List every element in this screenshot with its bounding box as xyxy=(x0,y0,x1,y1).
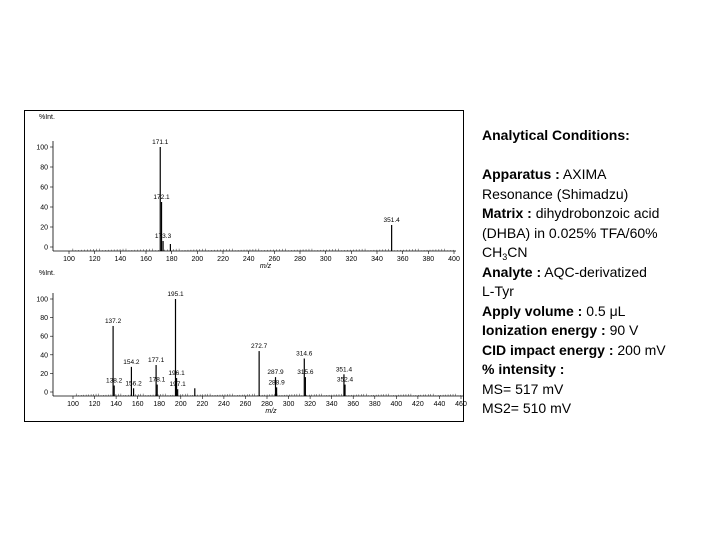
analyte-value-cont: L-Tyr xyxy=(482,283,514,299)
x-tick-label: 160 xyxy=(140,256,152,263)
apply-volume-line xyxy=(482,302,714,322)
cid-line xyxy=(482,341,714,361)
peak-label: 173.3 xyxy=(154,233,172,240)
ionization-label: Ionization energy : xyxy=(482,322,606,338)
peak-label: 178.1 xyxy=(149,376,166,384)
cid-label: CID impact energy : xyxy=(482,341,614,358)
peak-label: 351.4 xyxy=(335,366,353,374)
y-tick-label: 20 xyxy=(40,370,48,378)
x-tick-label: 280 xyxy=(294,256,306,263)
peak-label: 315.6 xyxy=(297,369,314,377)
ionization-line xyxy=(482,321,714,341)
x-tick-label: 220 xyxy=(196,401,209,408)
x-tick-label: 400 xyxy=(390,401,403,408)
peak-label: 351.4 xyxy=(383,217,400,224)
x-tick-label: 400 xyxy=(448,256,460,263)
x-tick-label: 120 xyxy=(88,401,101,408)
x-tick-label: 240 xyxy=(242,256,255,263)
cid-value: 200 mV xyxy=(617,341,666,358)
peak-label: 177.1 xyxy=(147,357,165,365)
peak-label: 314.6 xyxy=(296,350,313,358)
matrix-value-cont: (DHBA) in 0.025% TFA/60% xyxy=(482,224,658,241)
apply-volume-label: Apply volume : xyxy=(482,302,583,319)
peak-label: 195.1 xyxy=(167,291,184,298)
peak-label: 288.9 xyxy=(268,379,285,387)
x-tick-label: 260 xyxy=(239,401,252,408)
x-axis-title: m/z xyxy=(265,408,277,415)
y-axis-title: %Int. xyxy=(39,114,55,121)
x-tick-label: 440 xyxy=(433,401,446,408)
ionization-value: 90 V xyxy=(609,322,639,338)
analyte-label: Analyte : xyxy=(482,263,542,280)
y-tick-label: 100 xyxy=(36,296,48,304)
x-tick-label: 180 xyxy=(153,401,166,408)
analytical-conditions-panel xyxy=(482,126,714,419)
peak-label: 171.1 xyxy=(152,139,169,146)
y-tick-label: 60 xyxy=(40,184,48,192)
x-tick-label: 100 xyxy=(67,401,79,408)
x-tick-label: 360 xyxy=(347,401,360,408)
x-tick-label: 360 xyxy=(396,256,409,263)
peak-label: 156.2 xyxy=(125,380,142,388)
conditions-spacer xyxy=(482,146,714,166)
x-tick-label: 180 xyxy=(165,256,178,263)
peak-label: 138.2 xyxy=(106,377,123,385)
x-tick-label: 320 xyxy=(345,256,358,263)
apply-volume-value: 0.5 μL xyxy=(586,302,626,319)
x-axis-title: m/z xyxy=(259,263,272,270)
intensity-label: % intensity : xyxy=(482,361,565,377)
formula-part-a: CH xyxy=(482,244,503,260)
ms2-value: MS2= 510 mV xyxy=(482,400,572,416)
x-tick-label: 200 xyxy=(191,256,204,263)
y-tick-label: 80 xyxy=(40,315,48,323)
x-tick-label: 220 xyxy=(217,256,229,263)
y-tick-label: 0 xyxy=(44,244,48,252)
analyte-line xyxy=(482,263,714,283)
mass-spectra-figure xyxy=(24,110,467,422)
x-tick-label: 240 xyxy=(218,401,230,408)
spectra-svg xyxy=(25,111,465,423)
x-tick-label: 320 xyxy=(304,401,316,408)
y-tick-label: 100 xyxy=(36,144,48,152)
x-tick-label: 280 xyxy=(261,401,273,408)
x-tick-label: 140 xyxy=(114,256,127,263)
apparatus-label: Apparatus : xyxy=(482,166,560,182)
analyte-value: AQC-derivatized xyxy=(544,263,647,280)
x-tick-label: 300 xyxy=(282,401,295,408)
x-tick-label: 120 xyxy=(88,256,101,263)
peak-label: 196.1 xyxy=(168,370,185,378)
matrix-line xyxy=(482,204,714,224)
y-tick-label: 60 xyxy=(40,333,48,341)
x-tick-label: 260 xyxy=(268,256,281,263)
matrix-value-formula xyxy=(482,243,714,263)
x-tick-label: 340 xyxy=(371,256,383,263)
x-tick-label: 160 xyxy=(131,401,144,408)
y-tick-label: 80 xyxy=(40,164,48,172)
apparatus-value: AXIMA xyxy=(562,166,607,182)
x-tick-label: 100 xyxy=(63,256,75,263)
x-tick-label: 140 xyxy=(110,401,122,408)
apparatus-line xyxy=(482,165,714,185)
y-tick-label: 40 xyxy=(40,352,48,360)
y-tick-label: 40 xyxy=(40,204,48,212)
peak-label: 352.4 xyxy=(336,376,354,384)
x-tick-label: 460 xyxy=(455,401,467,408)
conditions-heading: Analytical Conditions: xyxy=(482,127,630,143)
formula-subscript: 3 xyxy=(502,252,508,262)
y-axis-title: %Int. xyxy=(39,270,55,277)
x-tick-label: 420 xyxy=(412,401,424,408)
peak-label: 137.2 xyxy=(104,317,122,325)
y-tick-label: 20 xyxy=(40,224,48,232)
x-tick-label: 200 xyxy=(174,401,187,408)
peak-label: 197.1 xyxy=(169,381,186,389)
peak-label: 154.2 xyxy=(123,358,140,366)
formula-part-b: CN xyxy=(507,244,528,260)
matrix-value: dihydrobonzoic acid xyxy=(535,205,660,221)
x-tick-label: 340 xyxy=(325,401,338,408)
y-tick-label: 0 xyxy=(44,389,48,397)
x-tick-label: 300 xyxy=(319,256,332,263)
matrix-label: Matrix : xyxy=(482,205,532,221)
peak-label: 287.9 xyxy=(267,369,284,377)
x-tick-label: 380 xyxy=(422,256,435,263)
peak-label: 272.7 xyxy=(250,343,268,351)
peak-label: 172.1 xyxy=(153,194,170,201)
apparatus-value-cont: Resonance (Shimadzu) xyxy=(482,185,629,202)
x-tick-label: 380 xyxy=(368,401,381,408)
ms-value: MS= 517 mV xyxy=(482,380,564,397)
